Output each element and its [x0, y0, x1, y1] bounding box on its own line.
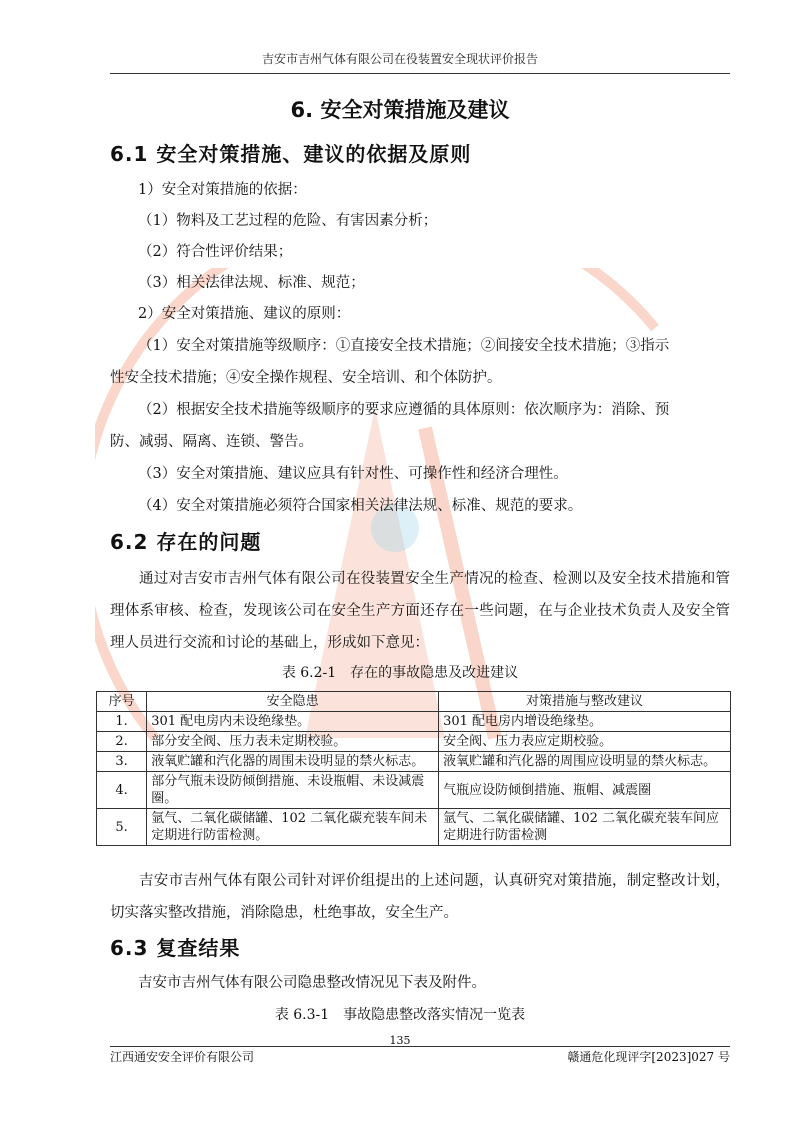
row-measure: 安全阀、压力表应定期校验。	[439, 732, 731, 752]
row-hazard: 氩气、二氧化碳储罐、102 二氧化碳充装车间未定期进行防雷检测。	[147, 809, 439, 846]
section-6-1-title: 6.1 安全对策措施、建议的依据及原则	[110, 142, 472, 166]
header-hazard: 安全隐患	[147, 692, 439, 712]
recheck-intro: 吉安市吉州气体有限公司隐患整改情况见下表及附件。	[138, 975, 486, 991]
footer-doc-number: 赣通危化现评字[2023]027 号	[567, 1050, 730, 1064]
table-row	[97, 732, 731, 752]
footer-rule	[110, 1046, 730, 1047]
table-6-2-1-caption: 表 6.2-1 存在的事故隐患及改进建议	[281, 665, 519, 681]
table-row	[97, 772, 731, 809]
problems-intro: 通过对吉安市吉州气体有限公司在役装置安全生产情况的检查、检测以及安全技术措施和管理体系审核、检查，发现该公司在安全生产方面还存在一些问题，在与企业技术负责人及安全管理人员进行交流和讨论的基础上，形成如下意见：	[110, 571, 730, 651]
basis-item-1: （1）物料及工艺过程的危险、有害因素分析；	[138, 213, 438, 229]
principle-item-4: （4）安全对策措施必须符合国家相关法律法规、标准、规范的要求。	[138, 498, 583, 514]
row-measure: 气瓶应设防倾倒措施、瓶帽、减震圈	[439, 772, 731, 809]
table-row	[97, 712, 731, 732]
principle-item-1-line-2: 性安全技术措施；④安全操作规程、安全培训、和个体防护。	[110, 370, 502, 386]
footer-company: 江西通安安全评价有限公司	[110, 1050, 255, 1064]
row-index: 1.	[97, 712, 147, 732]
table-row	[97, 752, 731, 772]
row-hazard: 部分安全阀、压力表未定期校验。	[147, 732, 439, 752]
row-measure: 氩气、二氧化碳储罐、102 二氧化碳充装车间应定期进行防雷检测	[439, 809, 731, 846]
row-index: 2.	[97, 732, 147, 752]
principle-item-1-line-1: （1）安全对策措施等级顺序：①直接安全技术措施；②间接安全技术措施；③指示	[138, 338, 670, 354]
page-number: 135	[389, 1034, 411, 1047]
row-hazard: 部分气瓶未设防倾倒措施、未设瓶帽、未设减震圈。	[147, 772, 439, 809]
basis-item-2: （2）符合性评价结果；	[138, 244, 293, 260]
row-index: 3.	[97, 752, 147, 772]
header-index: 序号	[97, 692, 147, 712]
principle-item-2-line-1: （2）根据安全技术措施等级顺序的要求应遵循的具体原则：依次顺序为：消除、预	[138, 402, 670, 418]
basis-item-3: （3）相关法律法规、标准、规范；	[138, 275, 365, 291]
basis-heading: 1）安全对策措施的依据：	[138, 182, 307, 198]
principle-heading: 2）安全对策措施、建议的原则：	[138, 306, 351, 322]
row-index: 5.	[97, 809, 147, 846]
hazards-table	[96, 691, 731, 846]
problems-closing: 吉安市吉州气体有限公司针对评价组提出的上述问题，认真研究对策措施，制定整改计划，切实落实整改措施，消除隐患，杜绝事故，安全生产。	[110, 873, 730, 921]
row-measure: 液氧贮罐和汽化器的周围应设明显的禁火标志。	[439, 752, 731, 772]
row-measure: 301 配电房内增设绝缘垫。	[439, 712, 731, 732]
running-header: 吉安市吉州气体有限公司在役装置安全现状评价报告	[261, 52, 538, 66]
section-6-2-title: 6.2 存在的问题	[110, 530, 262, 554]
table-header-row	[97, 692, 731, 712]
header-rule	[110, 73, 730, 74]
header-measure: 对策措施与整改建议	[439, 692, 731, 712]
row-hazard: 液氧贮罐和汽化器的周围未设明显的禁火标志。	[147, 752, 439, 772]
row-hazard: 301 配电房内未设绝缘垫。	[147, 712, 439, 732]
row-index: 4.	[97, 772, 147, 809]
table-row	[97, 809, 731, 846]
principle-item-2-line-2: 防、减弱、隔离、连锁、警告。	[110, 434, 313, 450]
section-6-3-title: 6.3 复查结果	[110, 936, 241, 960]
table-6-3-1-caption: 表 6.3-1 事故隐患整改落实情况一览表	[274, 1007, 526, 1023]
principle-item-3: （3）安全对策措施、建议应具有针对性、可操作性和经济合理性。	[138, 466, 568, 482]
chapter-title: 6. 安全对策措施及建议	[290, 98, 510, 122]
